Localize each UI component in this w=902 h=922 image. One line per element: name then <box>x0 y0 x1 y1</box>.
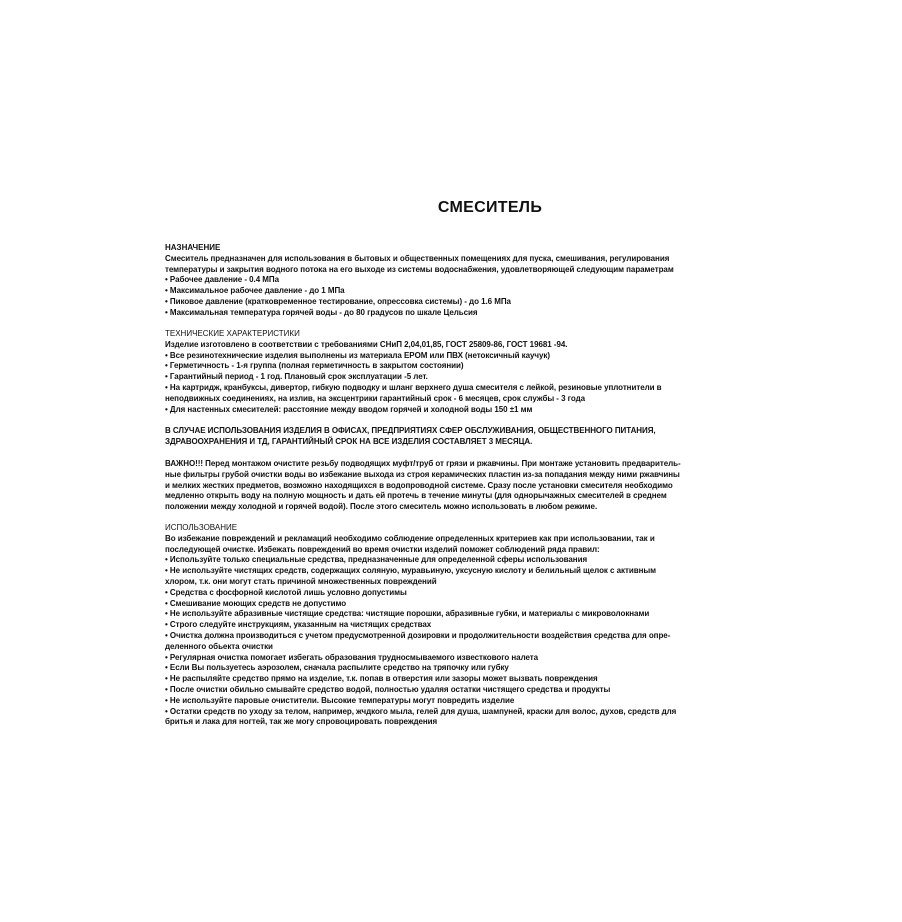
specs-line: неподвижных соединениях, на излив, на эксцентрики гарантийный срок - 6 месяцев, срок службы - 3 года <box>165 393 585 403</box>
specs-line: • На картридж, кранбуксы, дивертор, гибкую подводку и шланг верхнего душа смесителя с лейкой, резиновые уплотнители в <box>165 382 662 392</box>
important-section <box>165 459 725 513</box>
important-line: медленно открыть воду на полную мощность и дать ей протечь в течение минуты (для однорычажных смесителей в среднем <box>165 491 667 501</box>
purpose-line: Смеситель предназначен для использования в бытовых и общественных помещениях для пуска, смешивания, регулирования <box>165 253 670 263</box>
purpose-line: • Рабочее давление - 0.4 МПа <box>165 275 279 285</box>
usage-line: • Строго следуйте инструкциям, указанным на чистящих средствах <box>165 620 432 630</box>
usage-line: последующей очистке. Избежать повреждений во время очистки изделий поможет соблюдений ряда правил: <box>165 544 600 554</box>
purpose-line: • Максимальная температура горячей воды - до 80 градусов по шкале Цельсия <box>165 307 478 317</box>
warranty-notice-section <box>165 426 725 448</box>
usage-line: • Не распыляйте средство прямо на изделие, т.к. попав в отверстия или зазоры может вызвать повреждения <box>165 674 598 684</box>
specs-heading: ТЕХНИЧЕСКИЕ ХАРАКТЕРИСТИКИ <box>165 329 300 338</box>
usage-line: • Регулярная очистка помогает избегать образования трудносмываемого известкового налета <box>165 652 539 662</box>
specs-line: • Для настенных смесителей: расстояние между вводом горячей и холодной воды 150 ±1 мм <box>165 404 533 414</box>
usage-line: бритья и лака для ногтей, так же могу спровоцировать повреждения <box>165 717 438 727</box>
warranty-notice-line: ЗДРАВООХРАНЕНИЯ И ТД, ГАРАНТИЙНЫЙ СРОК НА ВСЕ ИЗДЕЛИЯ СОСТАВЛЯЕТ 3 МЕСЯЦА. <box>165 436 533 446</box>
specs-line: • Все резинотехнические изделия выполнены из материала EPOM или ПВХ (нетоксичный каучук) <box>165 350 550 360</box>
usage-section <box>165 523 725 728</box>
usage-line: • Остатки средств по уходу за телом, например, жчдкого мыла, гелей для душа, шампуней, краски для волос, духов, средств для <box>165 706 677 716</box>
usage-line: Во избежание повреждений и рекламаций необходимо соблюдение определенных критериев как при использовании, так и <box>165 533 655 543</box>
important-line: ВАЖНО!!! Перед монтажом очистите резьбу подводящих муфт/труб от грязи и ржавчины. При монтаже установить предваритель- <box>165 459 681 468</box>
important-line: положении между холодной и горячей водой). После этого смеситель можно использовать в любом режиме. <box>165 502 598 512</box>
usage-line: • Смешивание моющих средств не допустимо <box>165 598 347 608</box>
purpose-line: • Пиковое давление (кратковременное тестирование, опрессовка системы) - до 1.6 МПа <box>165 296 511 306</box>
warranty-notice-line: В СЛУЧАЕ ИСПОЛЬЗОВАНИЯ ИЗДЕЛИЯ В ОФИСАХ, ПРЕДПРИЯТИЯХ СФЕР ОБСЛУЖИВАНИЯ, ОБЩЕСТВЕННОГО ПИТАНИЯ, <box>165 426 656 435</box>
usage-line: • Не используйте паровые очистители. Высокие температуры могут повредить изделие <box>165 695 515 705</box>
usage-line: деленного обьекта очистки <box>165 641 273 651</box>
important-line: ные фильтры грубой очистки воды во избежание выхода из строя керамических пластин из-за попадания между ними ржавчины <box>165 469 680 479</box>
specs-line: • Гарантийный период - 1 год. Плановый срок эксплуатации -5 лет. <box>165 372 428 382</box>
usage-line: • Средства с фосфорной кислотой лишь условно допустимы <box>165 587 407 597</box>
specs-line: Изделие изготовлено в соответствии с требованиями СНиП 2,04,01,85, ГОСТ 25809-86, ГОСТ 19681 -94. <box>165 339 568 349</box>
important-line: и мелких жестких предметов, возможно находящихся в водопроводной системе. Сразу после установки смесителя необходимо <box>165 480 673 490</box>
purpose-section <box>165 243 725 319</box>
usage-line: • Очистка должна производиться с учетом предусмотренной дозировки и продолжительности воздействия средства для опре- <box>165 630 671 640</box>
usage-line: • Если Вы пользуетесь аэрозолем, сначала распылите средство на тряпочку или губку <box>165 663 509 673</box>
usage-line: хлором, т.к. они могут стать причиной множественных повреждений <box>165 576 437 586</box>
usage-line: • После очистки обильно смывайте средство водой, полностью удаляя остатки чистящего средства и продукты <box>165 684 611 694</box>
purpose-heading: НАЗНАЧЕНИЕ <box>165 243 221 252</box>
usage-line: • Используйте только специальные средства, предназначенные для определенной сферы использования <box>165 555 588 565</box>
usage-line: • Не используйте чистящих средств, содержащих соляную, муравьиную, уксусную кислоту и белильный щелок с активным <box>165 566 657 576</box>
purpose-line: • Максимальное рабочее давление - до 1 МПа <box>165 286 345 296</box>
usage-heading: ИСПОЛЬЗОВАНИЕ <box>165 523 238 532</box>
usage-line: • Не используйте абразивные чистящие средства: чистящие порошки, абразивные губки, и материалы с микроволокнами <box>165 609 650 619</box>
specs-section <box>165 329 725 415</box>
specs-line: • Герметичность - 1-я группа (полная герметичность в закрытом состоянии) <box>165 361 464 371</box>
document-title: СМЕСИТЕЛЬ <box>437 199 543 216</box>
purpose-line: температуры и закрытия водного потока на его выходе из системы водоснабжения, удовлетворяющей следующим параметрам <box>165 264 674 274</box>
